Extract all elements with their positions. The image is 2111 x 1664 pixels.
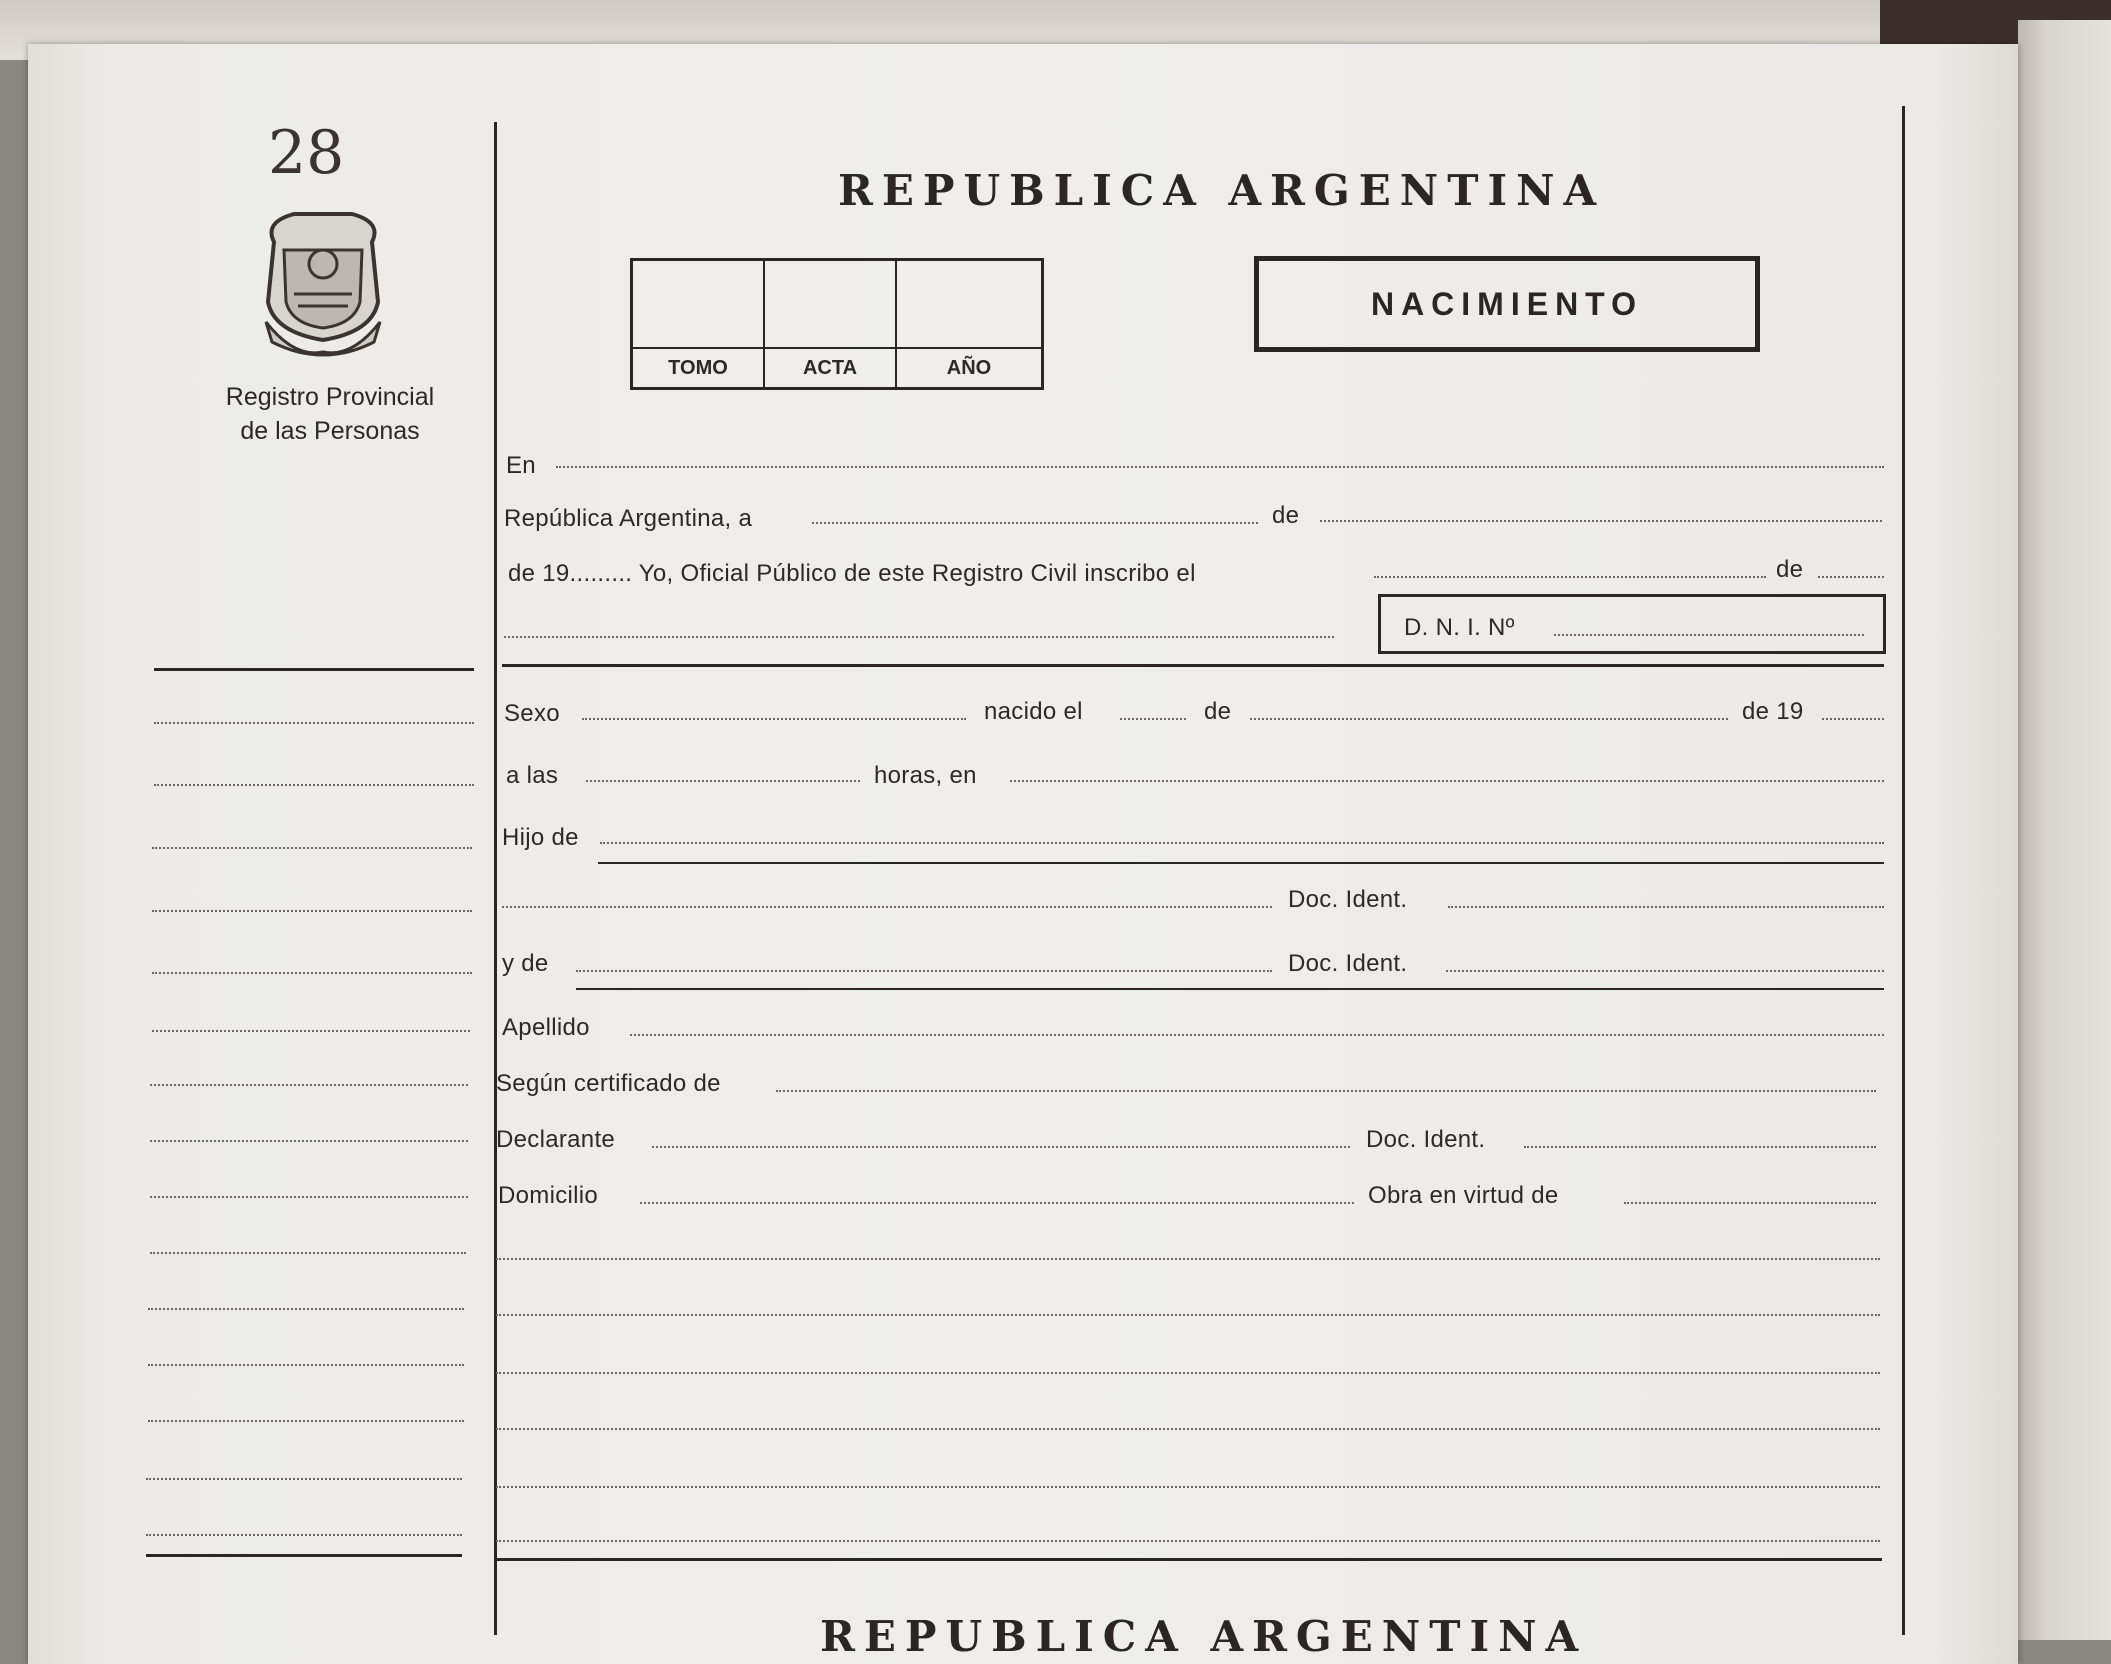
- ano-cell[interactable]: [897, 261, 1041, 387]
- declarante-doc-field[interactable]: [1524, 1146, 1876, 1148]
- apellido-label: Apellido: [502, 1014, 590, 1041]
- left-column-top-rule: [154, 668, 474, 671]
- de-19-label: de 19: [1742, 698, 1804, 725]
- margin-line: [154, 722, 474, 724]
- de-label-2: de: [1776, 556, 1804, 583]
- father-name-field-2[interactable]: [502, 906, 1272, 908]
- doc-ident-label-1: Doc. Ident.: [1288, 886, 1408, 913]
- en-field[interactable]: [556, 466, 1884, 468]
- domicilio-label: Domicilio: [498, 1182, 599, 1209]
- registry-line-2: de las Personas: [240, 417, 420, 445]
- margin-line: [146, 1534, 462, 1536]
- dni-label: D. N. I. Nº: [1404, 614, 1515, 641]
- record-box: [630, 258, 1044, 390]
- dni-field[interactable]: [1554, 634, 1864, 636]
- registry-line-1: Registro Provincial: [225, 383, 435, 411]
- day-field[interactable]: [812, 522, 1258, 524]
- margin-line: [148, 1308, 464, 1310]
- de-label-3: de: [1204, 698, 1232, 725]
- notes-line[interactable]: [496, 1428, 1880, 1430]
- birth-year-field[interactable]: [1822, 718, 1884, 720]
- acta-label: ACTA: [765, 347, 895, 387]
- apellido-field[interactable]: [630, 1034, 1884, 1036]
- father-name-field[interactable]: [600, 842, 1884, 844]
- page-number: 28: [268, 118, 345, 188]
- inscribo-de-field[interactable]: [1818, 576, 1884, 578]
- de-label-1: de: [1272, 502, 1300, 529]
- sexo-label: Sexo: [504, 700, 560, 727]
- margin-line: [150, 1252, 466, 1254]
- margin-line: [152, 972, 472, 974]
- registry-name: [200, 380, 460, 448]
- birth-day-field[interactable]: [1120, 718, 1186, 720]
- notes-line[interactable]: [496, 1314, 1880, 1316]
- section-rule-1: [502, 664, 1884, 667]
- form-bottom-rule: [496, 1558, 1882, 1561]
- right-margin-rule: [1902, 106, 1905, 1635]
- mother-rule: [576, 988, 1884, 990]
- y-de-label: y de: [502, 950, 549, 977]
- segun-certificado-label: Según certificado de: [496, 1070, 721, 1097]
- domicilio-field[interactable]: [640, 1202, 1354, 1204]
- margin-line: [148, 1364, 464, 1366]
- horas-en-label: horas, en: [874, 762, 977, 789]
- certificado-field[interactable]: [776, 1090, 1876, 1092]
- margin-line: [152, 910, 472, 912]
- obra-en-virtud-field[interactable]: [1624, 1202, 1876, 1204]
- month-field[interactable]: [1320, 520, 1882, 522]
- de-19-yo-label: de 19......... Yo, Oficial Público de este Registro Civil inscribo el: [508, 560, 1196, 587]
- tomo-cell[interactable]: [633, 261, 765, 387]
- notes-line[interactable]: [496, 1540, 1880, 1542]
- margin-line: [146, 1478, 462, 1480]
- inscribo-field[interactable]: [1374, 576, 1766, 578]
- notes-line[interactable]: [496, 1372, 1880, 1374]
- hour-field[interactable]: [586, 780, 860, 782]
- birth-place-field[interactable]: [1010, 780, 1884, 782]
- hijo-de-label: Hijo de: [502, 824, 579, 851]
- next-form-title: REPUBLICA ARGENTINA: [820, 1612, 1588, 1661]
- margin-line: [152, 1030, 470, 1032]
- notes-line[interactable]: [496, 1486, 1880, 1488]
- en-label: En: [506, 452, 536, 479]
- record-type-box: NACIMIENTO: [1254, 256, 1760, 352]
- margin-line: [150, 1140, 468, 1142]
- ano-label: AÑO: [897, 347, 1041, 387]
- margin-line: [150, 1196, 468, 1198]
- inscribed-name-field[interactable]: [504, 636, 1334, 638]
- acta-cell[interactable]: [765, 261, 897, 387]
- next-page-edge: [2018, 20, 2111, 1640]
- republica-a-label: República Argentina, a: [504, 505, 753, 532]
- obra-en-virtud-label: Obra en virtud de: [1368, 1182, 1559, 1209]
- notes-line[interactable]: [496, 1258, 1880, 1260]
- a-las-label: a las: [506, 762, 559, 789]
- margin-line: [150, 1084, 468, 1086]
- doc-ident-label-2: Doc. Ident.: [1288, 950, 1408, 977]
- left-column-bottom-rule: [146, 1554, 462, 1557]
- birth-month-field[interactable]: [1250, 718, 1728, 720]
- left-column-rule: [494, 122, 497, 1635]
- father-doc-field[interactable]: [1448, 906, 1884, 908]
- nacido-el-label: nacido el: [984, 698, 1083, 725]
- sexo-field[interactable]: [582, 718, 966, 720]
- margin-line: [154, 784, 474, 786]
- declarante-field[interactable]: [652, 1146, 1350, 1148]
- mother-name-field[interactable]: [576, 970, 1272, 972]
- father-rule: [598, 862, 1884, 864]
- mother-doc-field[interactable]: [1446, 970, 1884, 972]
- doc-ident-label-3: Doc. Ident.: [1366, 1126, 1486, 1153]
- form-title: REPUBLICA ARGENTINA: [838, 166, 1606, 215]
- margin-line: [152, 847, 472, 849]
- provincial-seal-icon: [254, 202, 392, 362]
- tomo-label: TOMO: [633, 347, 763, 387]
- margin-line: [148, 1420, 464, 1422]
- declarante-label: Declarante: [496, 1126, 616, 1153]
